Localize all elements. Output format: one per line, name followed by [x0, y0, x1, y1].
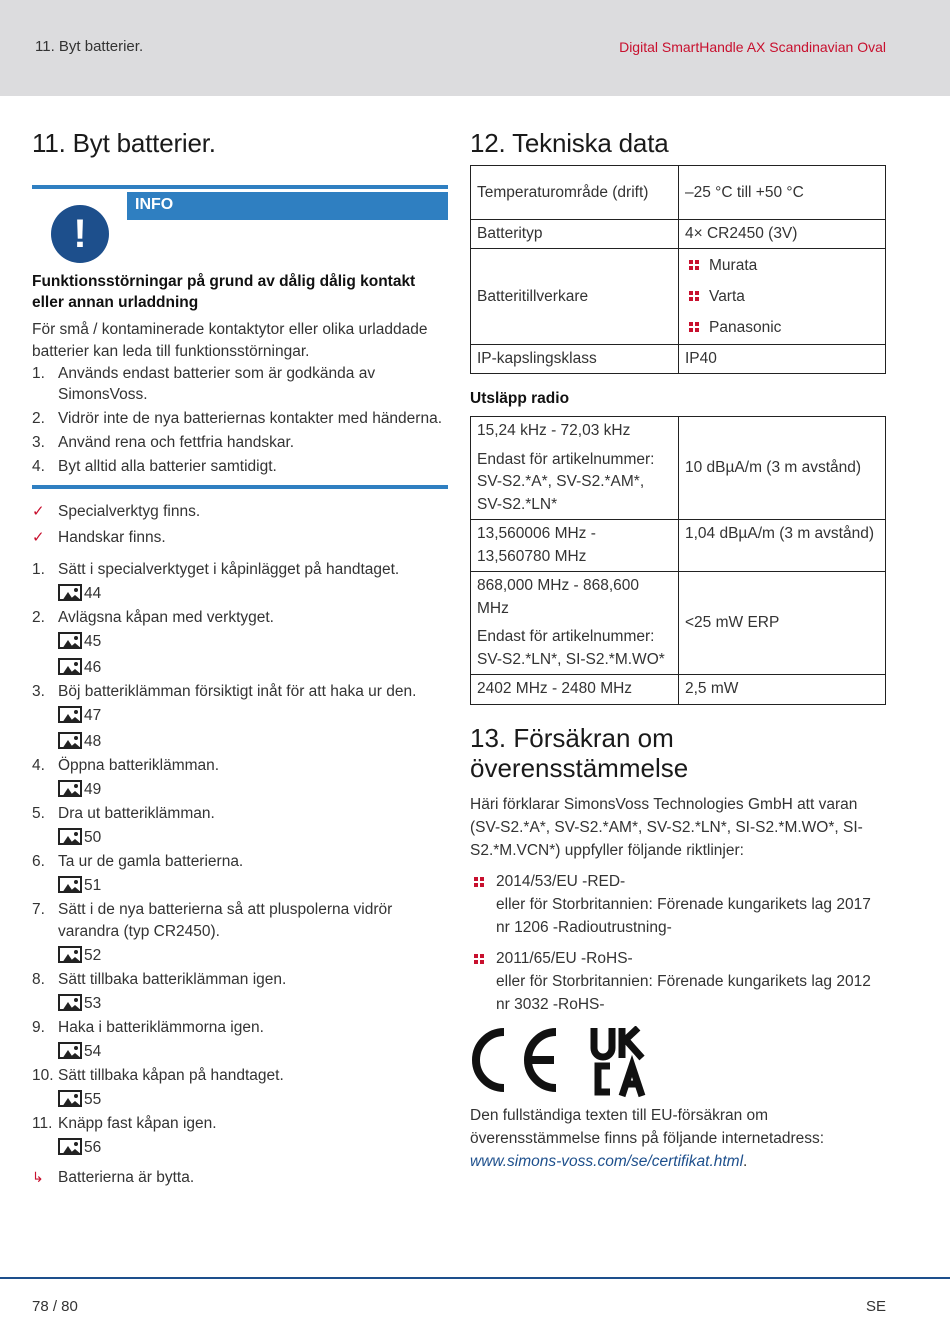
list-item: 3. Använd rena och fettfria handskar.	[32, 434, 295, 451]
page-number: 78 / 80	[32, 1298, 78, 1315]
ce-ukca-logo	[470, 1026, 670, 1098]
table-cell	[471, 572, 679, 675]
list-item: Panasonic	[685, 312, 879, 343]
bullet-icon	[474, 877, 484, 887]
result-line: ↳ Batterierna är bytta.	[32, 1167, 448, 1189]
table-cell	[679, 249, 886, 345]
table-row	[471, 572, 886, 675]
table-cell: IP-kapslingsklass	[471, 345, 679, 374]
image-icon	[58, 658, 82, 675]
table-cell: 2,5 mW	[679, 675, 886, 705]
step-item: 2. Avlägsna kåpan med verktyget.	[32, 609, 274, 626]
exclamation-icon: !	[51, 205, 109, 263]
step-item: 10. Sätt tillbaka kåpan på handtaget.	[32, 1067, 284, 1084]
table-cell: Temperaturområde (drift)	[471, 166, 679, 220]
ce-mark-icon	[476, 1032, 556, 1088]
result-arrow-icon: ↳	[32, 1169, 44, 1185]
bullet-icon	[474, 954, 484, 964]
table-row	[471, 220, 886, 249]
list-item: Murata	[685, 250, 879, 281]
step-item: 6. Ta ur de gamla batterierna.	[32, 853, 244, 870]
figure-reference[interactable]: 47	[58, 703, 448, 729]
checkmark-icon: ✓	[32, 503, 45, 520]
info-list	[32, 363, 448, 477]
image-icon	[58, 828, 82, 845]
table-row	[471, 417, 886, 520]
image-icon	[58, 632, 82, 649]
image-icon	[58, 780, 82, 797]
step-item: 1. Sätt i specialverktyget i kåpinlägget på handtaget.	[32, 561, 400, 578]
checkmark-icon: ✓	[32, 529, 45, 546]
frequency-range: 15,24 kHz - 72,03 kHz	[477, 422, 631, 439]
figure-reference[interactable]: 52	[58, 943, 448, 969]
step-item: 9. Haka i batteriklämmorna igen.	[32, 1019, 264, 1036]
table-row	[471, 166, 886, 220]
conformity-marks	[470, 1026, 886, 1098]
table-row	[471, 675, 886, 705]
figure-reference[interactable]: 49	[58, 777, 448, 803]
footer-divider	[0, 1277, 950, 1279]
step-item: 8. Sätt tillbaka batteriklämman igen.	[32, 971, 287, 988]
table-row	[471, 249, 886, 345]
step-item: 4. Öppna batteriklämman.	[32, 757, 220, 774]
directive-list	[470, 870, 886, 1016]
radio-emission-heading: Utsläpp radio	[470, 390, 570, 407]
section-title-batteries: 11. Byt batterier.	[32, 128, 216, 158]
step-list	[32, 559, 448, 1161]
certificate-link[interactable]: www.simons-voss.com/se/certifikat.html	[470, 1152, 744, 1170]
table-row	[471, 345, 886, 374]
table-cell: Batterityp	[471, 220, 679, 249]
header-product-name: Digital SmartHandle AX Scandinavian Oval	[619, 39, 886, 55]
list-item: Varta	[685, 281, 879, 312]
section-title-declaration: 13. Försäkran om överensstämmelse	[470, 722, 689, 783]
table-cell	[471, 417, 679, 520]
declaration-text: Häri förklarar SimonsVoss Technologies GmbH att varan (SV-S2.*A*, SV-S2.*AM*, SV-S2.*LN*, SI-S2.*M.WO*, SI-S2.*M.VCN*) uppfyller följande riktlinjer:	[470, 795, 863, 859]
prerequisite-item: ✓ Specialverktyg finns.	[32, 499, 448, 525]
list-item: 2. Vidrör inte de nya batteriernas kontakter med händerna.	[32, 410, 443, 427]
step-item: 5. Dra ut batteriklämman.	[32, 805, 215, 822]
image-icon	[58, 946, 82, 963]
directive-item: 2014/53/EU -RED- eller för Storbritannien: Förenade kungarikets lag 2017 nr 1206 -Radioutrustning-	[470, 870, 886, 939]
image-icon	[58, 876, 82, 893]
page-header	[0, 0, 950, 96]
prerequisite-list	[32, 499, 448, 551]
figure-reference[interactable]: 50	[58, 825, 448, 851]
left-column	[32, 128, 448, 1189]
image-icon	[58, 584, 82, 601]
prerequisite-item: ✓ Handskar finns.	[32, 525, 448, 551]
step-item: 3. Böj batteriklämman försiktigt inåt för att haka ur den.	[32, 683, 417, 700]
table-cell: Batteritillverkare	[471, 249, 679, 345]
list-item: 1. Används endast batterier som är godkända av SimonsVoss.	[32, 365, 376, 403]
step-item: 7. Sätt i de nya batterierna så att pluspolerna vidrör varandra (typ CR2450).	[32, 901, 393, 940]
list-item: 4. Byt alltid alla batterier samtidigt.	[32, 458, 277, 475]
bullet-icon	[689, 291, 699, 301]
full-text-paragraph: Den fullständiga texten till EU-försäkran om överensstämmelse finns på följande internetadress: www.simons-voss.com/se/certifikat.html.	[470, 1106, 825, 1170]
figure-reference[interactable]: 44	[58, 581, 448, 607]
table-cell: 13,560006 MHz - 13,560780 MHz	[471, 520, 679, 572]
figure-reference[interactable]: 54	[58, 1039, 448, 1065]
info-heading: Funktionsstörningar på grund av dålig dålig kontakt eller annan urladdning	[32, 273, 416, 311]
article-note: Endast för artikelnummer: SV-S2.*A*, SV-S2.*AM*, SV-S2.*LN*	[477, 450, 655, 513]
tech-data-table	[470, 165, 886, 374]
figure-reference[interactable]: 55	[58, 1087, 448, 1113]
figure-reference[interactable]: 46	[58, 655, 448, 681]
info-box	[32, 185, 448, 265]
table-cell: <25 mW ERP	[679, 572, 886, 675]
image-icon	[58, 1042, 82, 1059]
info-label: INFO	[127, 192, 448, 220]
step-item: 11. Knäpp fast kåpan igen.	[32, 1115, 217, 1132]
image-icon	[58, 1090, 82, 1107]
figure-reference[interactable]: 51	[58, 873, 448, 899]
bullet-icon	[689, 322, 699, 332]
bullet-icon	[689, 260, 699, 270]
info-divider	[32, 485, 448, 489]
figure-reference[interactable]: 48	[58, 729, 448, 755]
table-cell: –25 °C till +50 °C	[679, 166, 886, 220]
figure-reference[interactable]: 53	[58, 991, 448, 1017]
article-note: Endast för artikelnummer: SV-S2.*LN*, SI-S2.*M.WO*	[477, 628, 665, 668]
figure-reference[interactable]: 45	[58, 629, 448, 655]
table-cell: 4× CR2450 (3V)	[679, 220, 886, 249]
table-cell: 10 dBµA/m (3 m avstånd)	[679, 417, 886, 520]
figure-reference[interactable]: 56	[58, 1135, 448, 1161]
info-text: För små / kontaminerade kontaktytor eller olika urladdade batterier kan leda till funktionsstörningar.	[32, 321, 428, 360]
image-icon	[58, 1138, 82, 1155]
right-column	[470, 128, 886, 1173]
table-row	[471, 520, 886, 572]
directive-item: 2011/65/EU -RoHS- eller för Storbritannien: Förenade kungarikets lag 2012 nr 3032 -RoHS-	[470, 947, 886, 1016]
header-section-title: 11. Byt batterier.	[35, 38, 144, 55]
table-cell: IP40	[679, 345, 886, 374]
table-cell: 1,04 dBµA/m (3 m avstånd)	[679, 520, 886, 572]
radio-emission-table	[470, 416, 886, 705]
table-cell: 2402 MHz - 2480 MHz	[471, 675, 679, 705]
ukca-mark-icon	[594, 1028, 642, 1096]
image-icon	[58, 994, 82, 1011]
language-code: SE	[865, 1298, 886, 1315]
image-icon	[58, 706, 82, 723]
frequency-range: 868,000 MHz - 868,600 MHz	[477, 577, 639, 617]
section-title-tech-data: 12. Tekniska data	[470, 128, 669, 158]
image-icon	[58, 732, 82, 749]
